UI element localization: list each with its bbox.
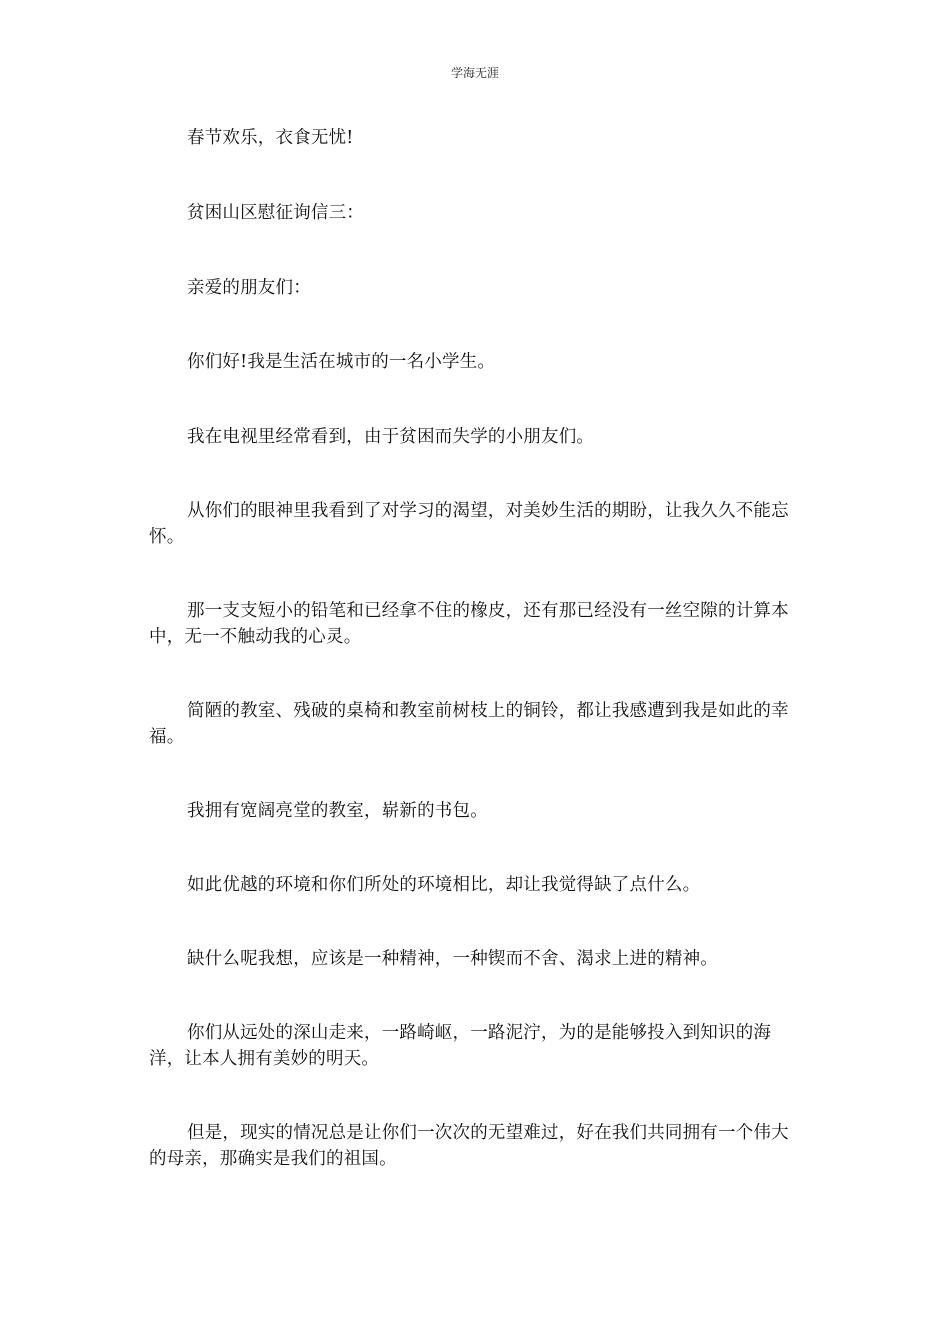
paragraph-mountains: 你们从远处的深山走来，一路崎岖，一路泥泞，为的是能够投入到知识的海洋，让本人拥有美妙的明天。 — [149, 1023, 772, 1069]
paragraph-intro: 你们好!我是生活在城市的一名小学生。 — [187, 352, 496, 372]
paragraph-environment: 如此优越的环境和你们所处的环境相比，却让我觉得缺了点什么。 — [187, 875, 701, 895]
paragraph-classroom: 简陋的教室、残破的桌椅和教室前树枝上的铜铃，都让我感遭到我是如此的幸福。 — [149, 701, 789, 747]
paragraph-spirit: 缺什么呢我想，应该是一种精神，一种锲而不舍、渴求上进的精神。 — [187, 949, 718, 969]
paragraph-my-classroom: 我拥有宽阔亮堂的教室，崭新的书包。 — [187, 801, 488, 821]
paragraph-tv: 我在电视里经常看到，由于贫困而失学的小朋友们。 — [187, 427, 595, 447]
paragraph-greeting: 春节欢乐，衣食无忧! — [187, 128, 354, 148]
page-header: 学海无涯 — [450, 66, 499, 80]
paragraph-pencils: 那一支支短小的铅笔和已经拿不住的橡皮，还有那已经没有一丝空隙的计算本中，无一不触动我的心灵。 — [149, 601, 789, 647]
paragraph-letter-title: 贫困山区慰征询信三： — [187, 203, 364, 223]
paragraph-motherland: 但是，现实的情况总是让你们一次次的无望难过，好在我们共同拥有一个伟大的母亲，那确实是我们的祖国。 — [149, 1123, 789, 1169]
paragraph-eyes: 从你们的眼神里我看到了对学习的渴望，对美妙生活的期盼，让我久久不能忘怀。 — [149, 501, 789, 547]
paragraph-salutation: 亲爱的朋友们： — [187, 278, 311, 298]
